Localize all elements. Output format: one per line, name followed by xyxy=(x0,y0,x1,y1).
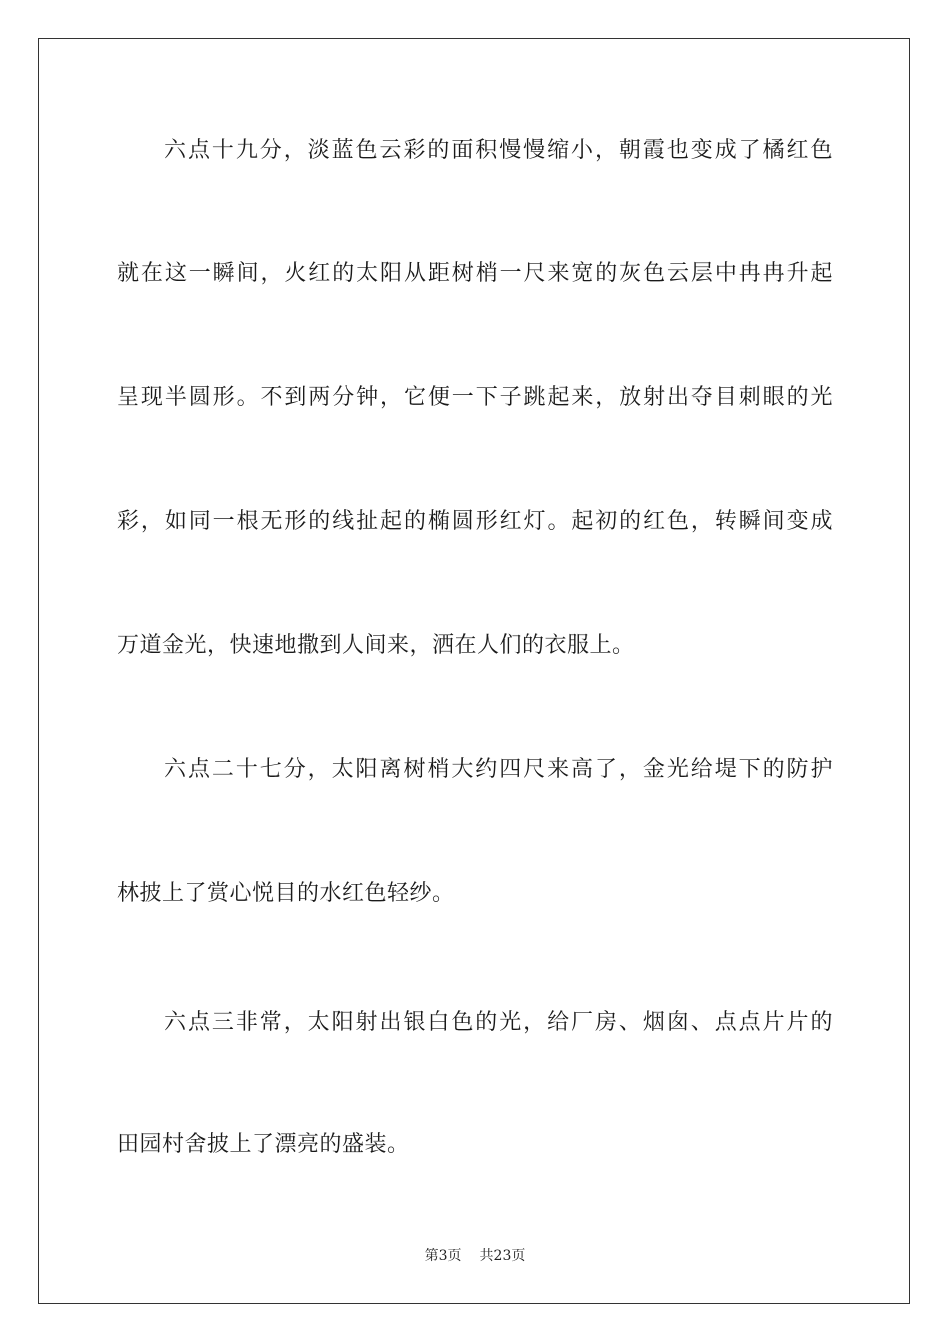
paragraph-line: 彩，如同一根无形的线扯起的椭圆形红灯。起初的红色，转瞬间变成 xyxy=(117,509,833,534)
page-total: 共23页 xyxy=(479,1248,526,1264)
page-border xyxy=(38,38,910,1304)
paragraph-line: 六点十九分，淡蓝色云彩的面积慢慢缩小，朝霞也变成了橘红色 xyxy=(164,138,833,163)
paragraph-line: 就在这一瞬间，火红的太阳从距树梢一尺来宽的灰色云层中冉冉升起 xyxy=(117,261,833,286)
paragraph-line: 呈现半圆形。不到两分钟，它便一下子跳起来，放射出夺目刺眼的光 xyxy=(117,385,833,410)
paragraph-line: 田园村舍披上了漂亮的盛装。 xyxy=(117,1132,410,1157)
paragraph-line: 万道金光，快速地撒到人间来，洒在人们的衣服上。 xyxy=(117,633,635,658)
paragraph-line: 六点二十七分，太阳离树梢大约四尺来高了，金光给堤下的防护 xyxy=(164,757,833,782)
paragraph-line: 六点三非常，太阳射出银白色的光，给厂房、烟囱、点点片片的 xyxy=(164,1010,833,1035)
page-number: 第3页 xyxy=(424,1248,462,1264)
page-footer xyxy=(0,1247,950,1265)
paragraph-line: 林披上了赏心悦目的水红色轻纱。 xyxy=(117,881,455,906)
